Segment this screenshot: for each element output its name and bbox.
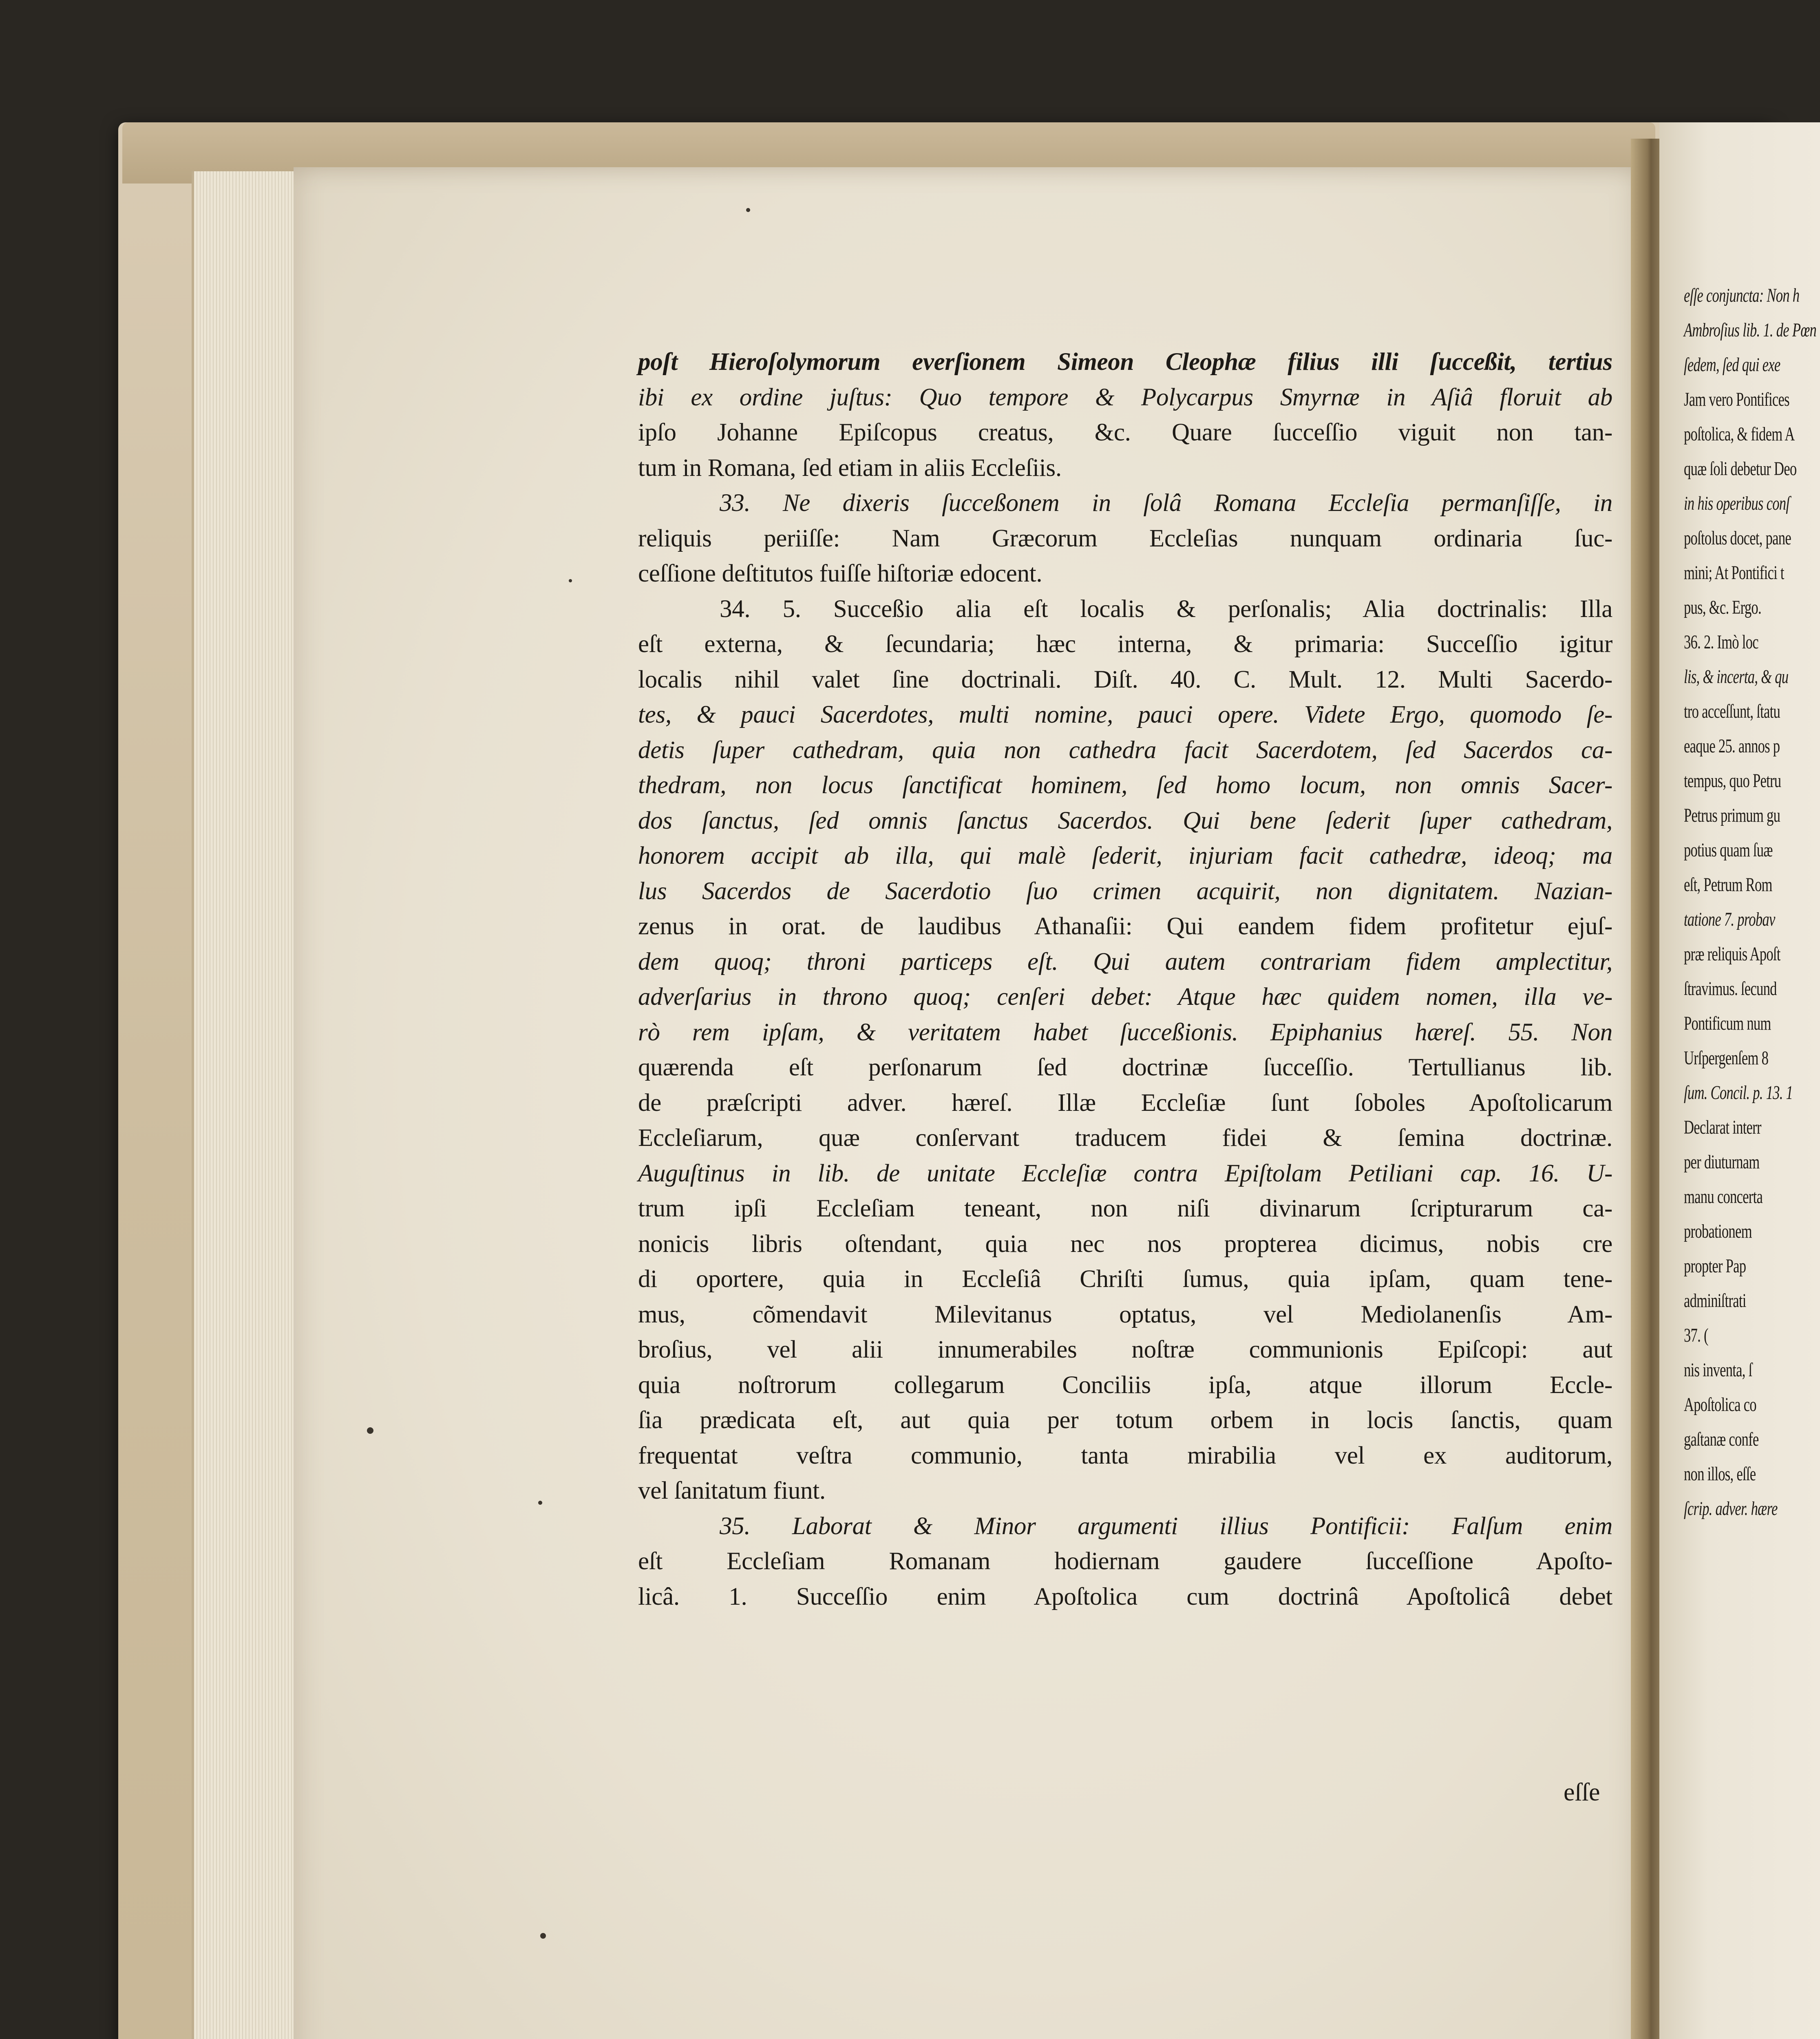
main-text [638,345,1612,1614]
facing-line: Pontificum num [1684,1013,1771,1034]
catchword: eſſe [1564,1778,1600,1806]
facing-line: Declarat interr [1684,1117,1761,1138]
facing-line: Petrus primum gu [1684,805,1780,826]
text-line: ibi ex ordine juſtus: Quo tempore & Polycarpus Smyrnæ in Aſiâ floruit ab [638,383,1612,411]
facing-line: ſedem, ſed qui exe [1684,354,1780,376]
text-line: Auguſtinus in lib. de unitate Eccleſiæ contra Epiſtolam Petiliani cap. 16. U- [638,1159,1612,1187]
text-line: adverſarius in throno quoq; cenſeri debet: Atque hæc quidem nomen, illa ve- [638,983,1612,1011]
text-line: rò rem ipſam, & veritatem habet ſucceßionis. Epiphanius hæreſ. 55. Non [638,1018,1612,1046]
paper-speck [538,1501,542,1505]
text-line: ceſſione deſtitutos fuiſſe hiſtoriæ edocent. [638,560,1043,587]
text-line: poſt Hieroſolymorum everſionem Simeon Cleophæ filius illi ſucceßit, tertius [638,348,1612,376]
text-line: zenus in orat. de laudibus Athanaſii: Qui eandem fidem profitetur ejuſ- [638,913,1612,940]
text-line: reliquis periiſſe: Nam Græcorum Eccleſias nunquam ordinaria ſuc- [638,524,1612,552]
text-line: honorem accipit ab illa, qui malè ſederit, injuriam facit cathedræ, ideoq; ma [638,842,1612,869]
paper-speck [367,1427,373,1434]
text-line: thedram, non locus ſanctificat hominem, ſed homo locum, non omnis Sacer- [638,772,1612,799]
page-edges [192,171,308,2039]
facing-line: adminiſtrati [1684,1290,1746,1311]
text-line: tes, & pauci Sacerdotes, multi nomine, pauci opere. Videte Ergo, quomodo ſe- [638,701,1612,728]
text-line: localis nihil valet ſine doctrinali. Diſt. 40. C. Mult. 12. Multi Sacerdo- [638,666,1612,693]
text-line: dos ſanctus, ſed omnis ſanctus Sacerdos. Qui bene ſederit ſuper cathedram, [638,807,1612,834]
text-line: frequentat veſtra communio, tanta mirabilia vel ex auditorum, [638,1442,1612,1469]
text-line: 35. Laborat & Minor argumenti illius Pontificii: Falſum enim [720,1512,1612,1540]
text-line: eſt Eccleſiam Romanam hodiernam gaudere ſucceſſione Apoſto- [638,1548,1612,1575]
facing-line: poſtolica, & fidem A [1684,423,1795,445]
text-line: ſia prædicata eſt, aut quia per totum orbem in locis ſanctis, quam [638,1407,1612,1434]
facing-line: propter Pap [1684,1255,1746,1277]
facing-line: nis inventa, ſ [1684,1359,1752,1381]
text-line: detis ſuper cathedram, quia non cathedra facit Sacerdotem, ſed Sacerdos ca- [638,736,1612,764]
text-line: licâ. 1. Succeſſio enim Apoſtolica cum doctrinâ Apoſtolicâ debet [638,1583,1612,1610]
facing-line: eſſe conjuncta: Non h [1684,285,1800,306]
text-line: di oportere, quia in Eccleſiâ Chriſti ſumus, quia ipſam, quam tene- [638,1265,1612,1293]
facing-line: potius quam ſuæ [1684,839,1773,861]
facing-line: 36. 2. Imò loc [1684,631,1758,653]
facing-line: per diuturnam [1684,1151,1760,1173]
facing-line: in his operibus conſ [1684,493,1790,514]
text-line: nonicis libris oſtendant, quia nec nos propterea dicimus, nobis cre [638,1230,1612,1258]
facing-page [1659,122,1820,2039]
text-line: trum ipſi Eccleſiam teneant, non niſi divinarum ſcripturarum ca- [638,1195,1612,1222]
paper-speck [746,208,750,212]
facing-line: gaſtanæ confe [1684,1429,1759,1450]
text-line: mus, cõmendavit Milevitanus optatus, vel Mediolanenſis Am- [638,1300,1612,1328]
facing-line: probationem [1684,1221,1752,1242]
facing-line: lis, & incerta, & qu [1684,666,1789,688]
text-line: lus Sacerdos de Sacerdotio ſuo crimen acquirit, non dignitatem. Nazian- [638,877,1612,905]
facing-line: eſt, Petrum Rom [1684,874,1772,896]
facing-line: Jam vero Pontifices [1684,389,1789,410]
text-line: tum in Romana, ſed etiam in aliis Eccleſiis. [638,454,1062,482]
facing-line: manu concerta [1684,1186,1763,1207]
facing-line: pus, &c. Ergo. [1684,597,1761,618]
facing-line: non illos, eſſe [1684,1463,1756,1485]
facing-line: tatione 7. probav [1684,909,1775,930]
paper-speck [540,1933,546,1939]
text-line: 33. Ne dixeris ſucceßonem in ſolâ Romana Eccleſia permanſiſſe, in [720,489,1612,517]
text-line: quia noſtrorum collegarum Conciliis ipſa, atque illorum Eccle- [638,1371,1612,1399]
facing-line: tro acceſſunt, ſtatu [1684,701,1780,722]
text-line: 34. 5. Succeßio alia eſt localis & perſonalis; Alia doctrinalis: Illa [720,595,1612,623]
facing-line: tempus, quo Petru [1684,770,1781,792]
facing-line: eaque 25. annos p [1684,735,1780,757]
facing-line: ſum. Concil. p. 13. 1 [1684,1082,1793,1104]
text-line: ipſo Johanne Epiſcopus creatus, &c. Quare ſucceſſio viguit non tan- [638,419,1612,446]
text-line: eſt externa, & ſecundaria; hæc interna, & primaria: Succeſſio igitur [638,630,1612,658]
paper-speck [569,579,572,582]
facing-line: Urſpergenſem 8 [1684,1047,1769,1069]
text-line: de præſcripti adver. hæreſ. Illæ Eccleſiæ ſunt ſoboles Apoſtolicarum [638,1089,1612,1117]
facing-line: quæ ſoli debetur Deo [1684,458,1797,480]
facing-line: ſtravimus. ſecund [1684,978,1777,1000]
facing-line: præ reliquis Apoſt [1684,943,1780,965]
text-line: dem quoq; throni particeps eſt. Qui autem contrariam fidem amplectitur, [638,948,1612,975]
facing-line: poſtolus docet, pane [1684,527,1791,549]
facing-line: Apoſtolica co [1684,1394,1756,1415]
facing-line: Ambroſius lib. 1. de Pœn [1684,319,1817,341]
text-line: Eccleſiarum, quæ conſervant traducem fidei & ſemina doctrinæ. [638,1124,1612,1152]
facing-line: 37. ( [1684,1325,1708,1346]
text-line: quærenda eſt perſonarum ſed doctrinæ ſucceſſio. Tertullianus lib. [638,1054,1612,1081]
text-line: vel ſanitatum fiunt. [638,1477,826,1504]
facing-line: ſcrip. adver. hære [1684,1498,1778,1519]
facing-line: mini; At Pontifici t [1684,562,1784,584]
text-line: broſius, vel alii innumerabiles noſtræ communionis Epiſcopi: aut [638,1336,1612,1363]
